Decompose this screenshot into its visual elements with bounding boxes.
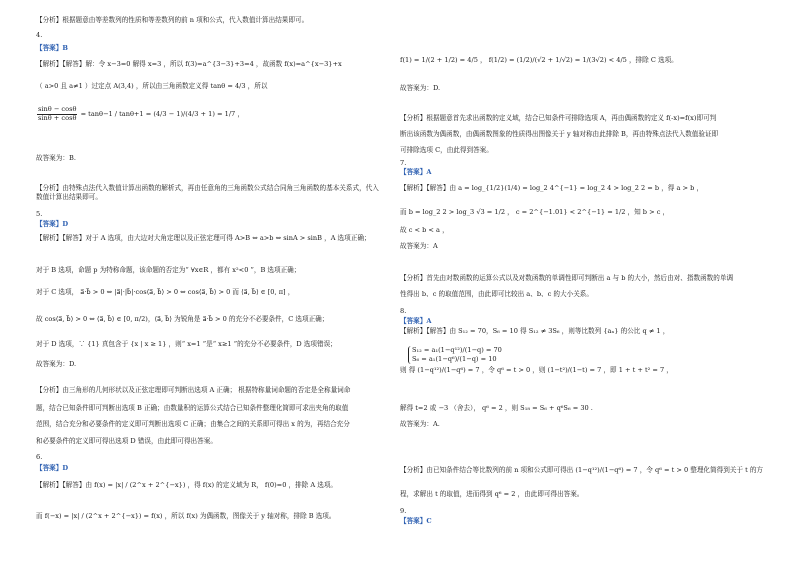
q8-system-eq1: S₁₂ = a₁(1−q¹²)/(1−q) = 70	[412, 346, 502, 354]
q5-analysis-1: 【分析】由三角形的几何形状以及正弦定理即可判断出选项 A 正确； 根据特称量词命题的否定是全称量词命	[36, 386, 351, 394]
q5-line1: 【解析】【解答】对于 A 选项，由大边对大角定理以及正弦定理可得 A>B ⇔ a>b ⇔ sinA > sinB ，A 选项正确；	[36, 234, 371, 242]
q4-line2: （ a>0 且 a≠1 ）过定点 A(3,4) ，所以由三角函数定义得 tanθ = 4/3 ，所以	[36, 82, 268, 90]
q8-equation-system	[408, 346, 528, 364]
q7-line3: 故 c < b < a ，	[400, 226, 449, 234]
analysis-q3: 【分析】根据题意由等差数列的性质和等差数列的前 n 项和公式，代入数值计算出结果即可。	[36, 16, 309, 24]
q8-number: 8.	[400, 307, 407, 315]
q5-number: 5.	[36, 210, 43, 218]
q4-answer-label: 【答案】B	[36, 44, 68, 52]
q8-conclusion: 故答案为：A.	[400, 420, 440, 428]
q6-answer-label: 【答案】D	[36, 464, 69, 472]
q7-line2: 而 b = log_2 2 > log_3 √3 = 1/2 ， c = 2^{−1.01} < 2^{−1} = 1/2 ，知 b > c ，	[400, 208, 670, 216]
q6-special-values: f(1) = 1/(2 + 1/2) = 4/5 ， f(1/2) = (1/2)/(√2 + 1/√2) = 1/(3√2) < 4/5 ，排除 C 选项。	[400, 56, 678, 64]
right-column	[400, 0, 770, 561]
q5-answer-label: 【答案】D	[36, 220, 69, 228]
q7-analysis-1: 【分析】首先由对数函数的运算公式以及对数函数的单调性即可判断出 a 与 b 的大小，然后由对、指数函数的单调	[400, 274, 734, 282]
q6-number: 6.	[36, 453, 43, 461]
q7-answer-label: 【答案】A	[400, 168, 432, 176]
q8-analysis-2: 程，求解出 t 的取值，进而得到 q⁶ = 2 ，由此即可得出答案。	[400, 490, 584, 498]
q7-conclusion: 故答案为：A	[400, 242, 438, 250]
q8-answer	[400, 317, 770, 326]
q4-number: 4.	[36, 31, 43, 39]
q4-analysis: 【分析】由特殊点法代入数值计算出函数的解析式，再由任意角的三角函数公式结合同角三角函数的基本关系式，代入数值计算出结果即可。	[36, 184, 379, 201]
q5-analysis-2: 题，结合已知条件即可判断出选项 B 正确；由数量积的运算公式结合已知条件整理化简即可求出夹角的取值	[36, 404, 349, 412]
q4-header	[36, 31, 380, 40]
q9-answer-label: 【答案】C	[400, 517, 432, 525]
q5-line2: 对于 B 选项，命题 p 为特称命题，该命题的否定为“ ∀x∈R ，都有 x²<0 ”，B 选项正确；	[36, 266, 301, 274]
q8-line2: 则 得 (1−q¹²)/(1−q⁶) = 7 ，令 q⁶ = t > 0 ，则 (1−t²)/(1−t) = 7 ，即 1 + t + t² = 7 ，	[400, 366, 673, 374]
q4-fraction	[37, 106, 77, 122]
q6-conclusion: 故答案为：D.	[400, 84, 441, 92]
q5-analysis-3: 范围，结合充分和必要条件的定义即可判断出选项 C 正确；由集合之间的关系即可得出 x 的为，再结合充分	[36, 420, 350, 428]
q5-line5: 对于 D 选项，∵ {1} 真包含于 {x | x ≥ 1} ，则“ x=1 ”是“ x≥1 ”的充分不必要条件，D 选项错误；	[36, 340, 337, 348]
q6-line2: 而 f(−x) = |x| / (2^x + 2^{−x}) = f(x) ，所以 f(x) 为偶函数，图像关于 y 轴对称，排除 B 选项。	[36, 512, 336, 520]
q6-analysis-2: 断出该函数为偶函数，由偶函数图象的性质得出图像关于 y 轴对称由此排除 B，再由特殊点法代入数值验证即	[400, 130, 719, 138]
q5-line3: 对于 C 选项， a⃗·b⃗ > 0 ⇔ |a⃗|·|b⃗|·cos⟨a⃗, b⃗⟩ > 0 ⇔ cos⟨a⃗, b⃗⟩ > 0 而 ⟨a⃗, b⃗⟩ ∈ [0, π] ，	[36, 288, 295, 296]
q6-analysis-1: 【分析】根据题意首先求出函数的定义域，结合已知条件可排除选项 A，再由偶函数的定义 f(-x)=f(x)即可判	[400, 114, 717, 122]
q7-answer	[400, 168, 770, 177]
q4-line3	[36, 106, 380, 122]
q8-answer-label: 【答案】A	[400, 317, 432, 325]
q7-analysis-2: 性得出 b、c 的取值范围，由此即可比较出 a、b、c 的大小关系。	[400, 290, 593, 298]
q5-answer	[36, 220, 380, 229]
q6-analysis-3: 可排除选项 C，由此得到答案。	[400, 146, 493, 154]
q8-line1: 【解析】【解答】由 S₁₂ = 70，S₆ = 10 得 S₁₂ ≠ 3S₆ ，则等比数列 {aₙ} 的公比 q ≠ 1 ，	[400, 327, 670, 335]
q6-answer	[36, 464, 380, 473]
q4-frac-rest: = tanθ−1 / tanθ+1 = (4/3 − 1)/(4/3 + 1) = 1/7 ，	[80, 110, 244, 119]
q4-answer	[36, 44, 380, 53]
q8-line3: 解得 t=2 或 −3 （舍去）， q⁶ = 2 ，则 S₁₈ = S₆ + q⁶S₆ = 30 .	[400, 404, 593, 412]
left-column	[36, 0, 380, 561]
q8-system-eq2: S₆ = a₁(1−q⁶)/(1−q) = 10	[412, 355, 497, 364]
q6-line1: 【解析】【解答】由 f(x) = |x| / (2^x + 2^{−x}) ，得 f(x) 的定义域为 R， f(0)=0 ，排除 A 选项。	[36, 481, 337, 489]
q8-analysis-1: 【分析】由已知条件结合等比数列的前 n 项和公式即可得出 (1−q¹²)/(1−q⁶) = 7 ，令 q⁶ = t > 0 整理化简得到关于 t 的方	[400, 466, 764, 474]
q4-frac-den: sinθ + cosθ	[38, 113, 77, 122]
q5-line4: 故 cos⟨a⃗, b⃗⟩ > 0 ⇔ ⟨a⃗, b⃗⟩ ∈ [0, π/2)，⟨a⃗, b⃗⟩ 为锐角是 a⃗·b⃗ > 0 的充分不必要条件，C 选项正确；	[36, 315, 329, 323]
q8-system-brace	[408, 346, 502, 364]
q5-analysis-4: 和必要条件的定义即可得出选项 D 错误，由此即可得出答案。	[36, 437, 217, 445]
q5-conclusion: 故答案为：D.	[36, 360, 77, 368]
q4-line1: 【解析】【解答】解：令 x−3=0 解得 x=3 ，所以 f(3)=a^{3−3}+3=4 ，故函数 f(x)=a^{x−3}+x	[36, 60, 342, 68]
q4-frac-num: sinθ − cosθ	[38, 105, 77, 113]
q9-answer	[400, 517, 770, 526]
q7-line1: 【解析】【解答】由 a = log_{1/2}(1/4) = log_2 4^{−1} = log_2 4 > log_2 2 = b ，得 a > b ，	[400, 184, 704, 192]
q7-number: 7.	[400, 159, 407, 167]
q4-conclusion: 故答案为：B.	[36, 154, 76, 162]
q9-number: 9.	[400, 507, 407, 515]
